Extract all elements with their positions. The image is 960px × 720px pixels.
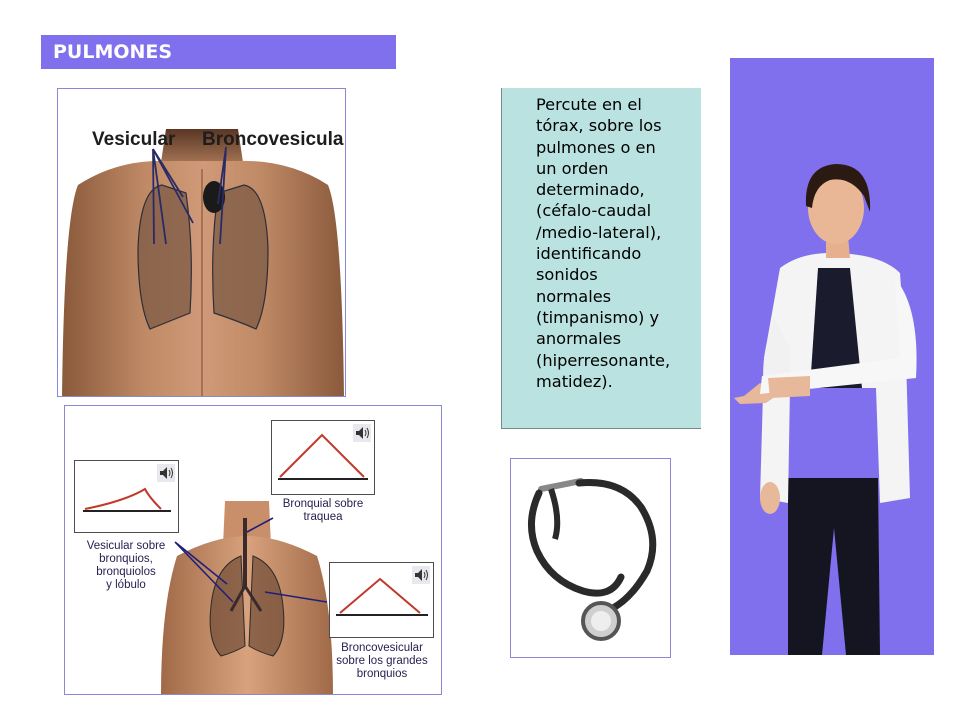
back-lungs-image	[57, 88, 346, 397]
nurse-photo	[730, 58, 934, 655]
description-text	[536, 94, 698, 392]
description-line: /medio-lateral),	[536, 222, 662, 242]
description-line: determinado,	[536, 180, 645, 200]
chest-auscultation-diagram	[64, 405, 442, 695]
speaker-icon[interactable]	[412, 566, 430, 584]
description-line: normales	[536, 286, 612, 306]
stethoscope-icon	[511, 459, 671, 658]
description-line: identificando	[536, 244, 642, 264]
nurse-illustration	[730, 58, 934, 655]
caption-bronquial: Bronquial sobre traquea	[282, 498, 364, 523]
caption-broncovesicular: Broncovesicular sobre los grandes bronquios	[336, 642, 428, 680]
back-illustration	[58, 89, 346, 397]
description-line: sonidos	[536, 265, 598, 285]
speaker-icon[interactable]	[157, 464, 175, 482]
description-line: (timpanismo) y	[536, 307, 660, 327]
description-panel	[501, 88, 701, 429]
label-vesicular: Vesicular	[92, 129, 176, 150]
description-line: (hiperresonante,	[536, 350, 671, 370]
label-broncovesicular: Broncovesicula	[202, 129, 344, 150]
description-line: matidez).	[536, 371, 613, 391]
description-line: (céfalo-caudal	[536, 201, 652, 221]
speaker-icon[interactable]	[353, 424, 371, 442]
description-line: pulmones o en	[536, 137, 656, 157]
stethoscope-image	[510, 458, 671, 658]
description-line: anormales	[536, 329, 622, 349]
vesicular-sound-graph	[74, 460, 179, 533]
description-line: un orden	[536, 158, 609, 178]
caption-vesicular: Vesicular sobre bronquios, bronquiolos y lóbulo	[86, 540, 166, 591]
description-line: tórax, sobre los	[536, 116, 662, 136]
bronquial-sound-graph	[271, 420, 375, 495]
description-line: Percute en el	[536, 95, 642, 114]
broncovesicular-sound-graph	[329, 562, 434, 638]
slide-title: PULMONES	[41, 35, 396, 69]
